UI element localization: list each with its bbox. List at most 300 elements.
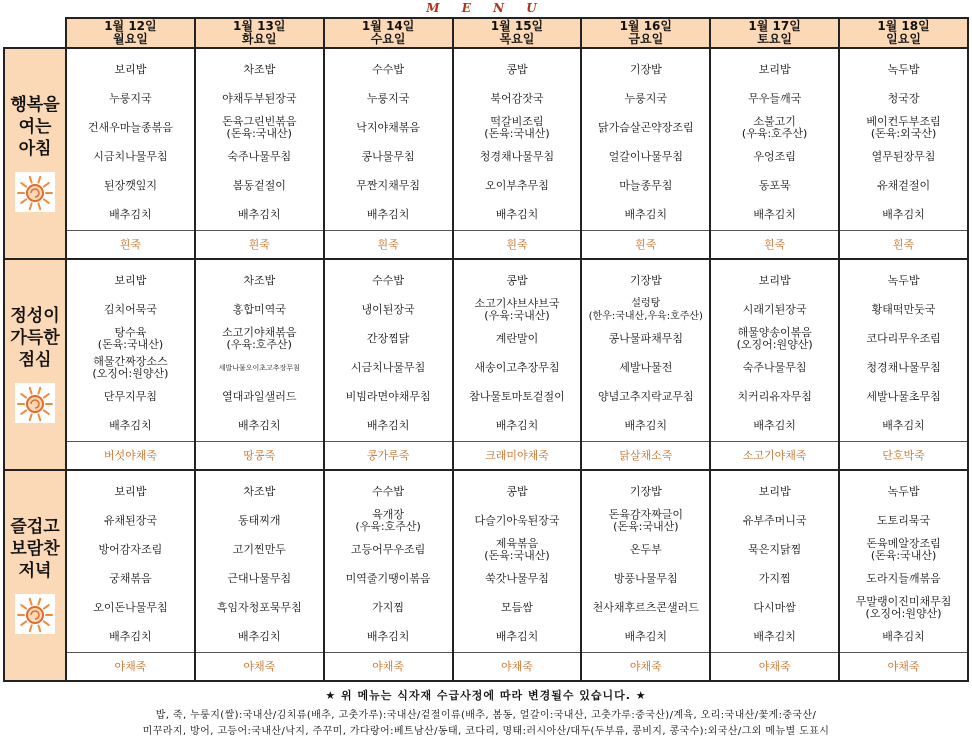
dish-name: 배추김치 — [366, 208, 410, 222]
dish-name: 세발나물오이초고추장무침 — [218, 363, 300, 372]
dish-cell — [195, 113, 324, 142]
dish-name: 무말랭이진미채무침 (오징어:원양산) — [855, 595, 952, 621]
dish-name: 세발나물초무침 — [866, 390, 941, 404]
dish-name: 열대과일샐러드 — [222, 390, 297, 404]
dish-name: 돈육감자짜글이 (돈육:국내산) — [608, 507, 683, 533]
dish-cell — [839, 535, 968, 564]
dish-name: 고등어무우조림 — [350, 542, 426, 556]
meal-label: 행복을 여는 아침 — [10, 95, 60, 160]
dish-name: 차조밥 — [243, 484, 276, 498]
porridge-cell: 흰죽 — [195, 230, 324, 259]
dish-cell — [66, 324, 195, 353]
dish-cell — [453, 201, 582, 231]
dish-name: 오이돈나물무침 — [93, 601, 168, 615]
dish-row — [4, 564, 968, 593]
dish-cell — [66, 48, 195, 84]
porridge-row — [4, 230, 968, 259]
dish-name: 방풍나물무침 — [613, 571, 678, 585]
dish-name: 녹두밥 — [887, 484, 920, 498]
dish-name: 차조밥 — [243, 62, 276, 76]
dish-cell — [324, 412, 453, 442]
dish-name: 녹두밥 — [887, 62, 920, 76]
porridge-cell: 야채죽 — [195, 652, 324, 681]
porridge-cell: 야채죽 — [581, 652, 710, 681]
dish-cell — [839, 354, 968, 383]
weekly-menu-table — [3, 17, 969, 682]
dish-cell — [710, 201, 839, 231]
dish-name: 시금치나물무침 — [93, 150, 168, 164]
dish-name: 보리밥 — [114, 273, 147, 287]
porridge-cell: 흰죽 — [453, 230, 582, 259]
dish-cell — [66, 143, 195, 172]
dish-cell — [453, 295, 582, 324]
dish-cell — [453, 259, 582, 295]
dish-cell — [195, 506, 324, 535]
dish-cell — [581, 535, 710, 564]
dish-name: 황태떡만둣국 — [871, 302, 936, 316]
dish-name: 배추김치 — [366, 419, 410, 433]
dish-cell — [839, 383, 968, 412]
day-header — [710, 18, 839, 48]
dish-name: 설렁탕 (한우:국내산,우육:호주산) — [588, 297, 703, 322]
dish-row — [4, 354, 968, 383]
dish-cell — [324, 594, 453, 623]
dish-cell — [324, 470, 453, 506]
dish-name: 시금치나물무침 — [350, 361, 426, 375]
dish-cell — [66, 623, 195, 653]
dish-cell — [453, 506, 582, 535]
dish-cell — [324, 201, 453, 231]
dish-cell — [581, 143, 710, 172]
porridge-cell: 버섯야채죽 — [66, 441, 195, 470]
dish-name: 김치어묵국 — [103, 302, 157, 316]
dish-cell — [710, 259, 839, 295]
meal-label: 정성이 가득한 점심 — [10, 306, 60, 371]
dish-name: 흑임자청포묵무침 — [216, 601, 302, 615]
dish-name: 무짠지채무침 — [356, 179, 420, 193]
sun-icon — [15, 383, 55, 423]
dish-cell — [453, 324, 582, 353]
dish-name: 콩밥 — [506, 62, 528, 76]
dish-cell — [324, 84, 453, 113]
dish-cell — [710, 594, 839, 623]
dish-name: 콩밥 — [506, 484, 528, 498]
menu-title: M E N U — [426, 1, 546, 15]
dish-name: 배추김치 — [109, 208, 152, 222]
dish-cell — [581, 594, 710, 623]
dish-name: 소고기샤브샤브국 (우육:국내산) — [474, 296, 560, 322]
dish-name: 보리밥 — [758, 62, 791, 76]
dish-name: 배추김치 — [882, 630, 925, 644]
dish-cell — [195, 201, 324, 231]
dish-name: 모듬쌈 — [501, 601, 533, 615]
day-header — [66, 18, 195, 48]
porridge-row — [4, 441, 968, 470]
dish-name: 유부주머니국 — [742, 513, 807, 527]
dish-cell — [839, 48, 968, 84]
dish-name: 기장밥 — [629, 62, 662, 76]
dish-cell — [581, 354, 710, 383]
dish-cell — [195, 172, 324, 201]
dish-cell — [195, 564, 324, 593]
dish-cell — [195, 259, 324, 295]
porridge-cell: 흰죽 — [839, 230, 968, 259]
dish-row — [4, 623, 968, 653]
dish-cell — [710, 143, 839, 172]
dish-name: 차조밥 — [243, 273, 276, 287]
dish-row — [4, 172, 968, 201]
dish-name: 다슬기아욱된장국 — [474, 513, 560, 527]
dish-name: 도토리묵국 — [876, 513, 931, 527]
porridge-cell: 소고기야채죽 — [710, 441, 839, 470]
dish-name: 우엉조림 — [753, 150, 796, 164]
dish-cell — [324, 623, 453, 653]
dish-cell — [453, 172, 582, 201]
dish-name: 근대나물무침 — [227, 571, 292, 585]
dish-name: 배추김치 — [624, 630, 668, 644]
dish-cell — [324, 295, 453, 324]
dish-cell — [839, 84, 968, 113]
dish-row — [4, 324, 968, 353]
dish-name: 떡갈비조림 (돈육:국내산) — [484, 115, 550, 141]
dish-cell — [710, 412, 839, 442]
dish-cell — [839, 564, 968, 593]
origin-line-1: 밥, 죽, 누룽지(쌀):국내산/김치류(배추, 고춧가루):국내산/겉절이류(배추, 봄동, 얼갈이:국내산, 고춧가루:중국산)/계육, 오리:국내산/꽃게:중국산/ — [155, 710, 817, 721]
dish-name: 배추김치 — [238, 630, 281, 644]
dish-name: 누룽지국 — [109, 91, 152, 105]
dish-cell — [66, 295, 195, 324]
porridge-cell: 야채죽 — [324, 652, 453, 681]
dish-name: 배추김치 — [753, 208, 796, 222]
dish-cell — [453, 535, 582, 564]
dish-cell — [581, 295, 710, 324]
dish-name: 묵은지닭찜 — [748, 542, 802, 556]
dish-cell — [710, 48, 839, 84]
dish-name: 배추김치 — [753, 630, 796, 644]
dish-name: 단무지무침 — [103, 390, 157, 404]
dish-cell — [324, 259, 453, 295]
dish-cell — [66, 172, 195, 201]
change-notice: ★ 위 메뉴는 식자재 수급사정에 따라 변경될수 있습니다. ★ — [325, 689, 647, 702]
dish-cell — [324, 143, 453, 172]
dish-name: 기장밥 — [629, 273, 662, 287]
dish-cell — [66, 259, 195, 295]
dish-row — [4, 113, 968, 142]
dish-cell — [453, 84, 582, 113]
dish-cell — [581, 470, 710, 506]
dish-cell — [581, 172, 710, 201]
dish-name: 건새우마늘종볶음 — [87, 121, 173, 135]
dish-name: 배추김치 — [238, 419, 281, 433]
dish-name: 봄동겉절이 — [232, 179, 286, 193]
dish-name: 보리밥 — [758, 273, 791, 287]
dish-cell — [710, 383, 839, 412]
dish-name: 비빔라면야채무침 — [345, 390, 431, 404]
dish-cell — [581, 623, 710, 653]
porridge-cell: 흰죽 — [66, 230, 195, 259]
dish-name: 숙주나물무침 — [742, 361, 807, 375]
corner-cell — [4, 18, 66, 48]
dish-cell — [839, 201, 968, 231]
dish-name: 열무된장무침 — [871, 150, 936, 164]
dish-cell — [453, 354, 582, 383]
day-header — [839, 18, 968, 48]
dish-cell — [839, 470, 968, 506]
dish-name: 배추김치 — [495, 208, 539, 222]
dish-name: 세발나물전 — [619, 361, 673, 375]
dish-name: 도라지들깨볶음 — [866, 571, 941, 585]
dish-name: 된장깻잎지 — [103, 179, 157, 193]
dish-name: 배추김치 — [753, 419, 796, 433]
dish-name: 배추김치 — [882, 419, 925, 433]
dish-name: 고기찐만두 — [232, 542, 286, 556]
dish-cell — [195, 324, 324, 353]
dish-name: 베이컨두부조림 (돈육:외국산) — [866, 115, 941, 141]
dish-cell — [453, 412, 582, 442]
day-header — [581, 18, 710, 48]
dish-name: 육개장 (우육:호주산) — [355, 507, 421, 533]
dish-cell — [839, 506, 968, 535]
dish-cell — [324, 48, 453, 84]
dish-cell — [710, 172, 839, 201]
day-weekday: 월요일 — [113, 32, 148, 46]
porridge-cell: 단호박죽 — [839, 441, 968, 470]
dish-cell — [839, 259, 968, 295]
dish-name: 소고기야채볶음 (우육:호주산) — [222, 325, 297, 351]
dish-cell — [453, 564, 582, 593]
dish-cell — [710, 324, 839, 353]
dish-name: 간장찜닭 — [366, 331, 410, 345]
porridge-cell: 흰죽 — [581, 230, 710, 259]
dish-name: 계란말이 — [495, 331, 539, 345]
dish-name: 얼갈이나물무침 — [608, 150, 683, 164]
dish-name: 배추김치 — [238, 208, 281, 222]
dish-name: 궁채볶음 — [109, 571, 152, 585]
dish-cell — [710, 113, 839, 142]
day-weekday: 수요일 — [370, 32, 406, 46]
dish-name: 돈육그린빈볶음 (돈육:국내산) — [222, 115, 297, 141]
meal-label-cell — [4, 259, 66, 470]
dish-cell — [66, 354, 195, 383]
dish-cell — [66, 412, 195, 442]
dish-cell — [839, 412, 968, 442]
dish-cell — [195, 594, 324, 623]
dish-name: 낙지야채볶음 — [356, 121, 420, 135]
day-date: 1월 12일 — [104, 19, 157, 33]
dish-name: 제육볶음 (돈육:국내산) — [484, 536, 550, 562]
dish-name: 치커리유자무침 — [737, 390, 812, 404]
dish-name: 배추김치 — [882, 208, 925, 222]
porridge-cell: 흰죽 — [324, 230, 453, 259]
dish-cell — [195, 412, 324, 442]
dish-name: 기장밥 — [629, 484, 662, 498]
day-date: 1월 16일 — [619, 19, 672, 33]
porridge-cell: 야채죽 — [839, 652, 968, 681]
dish-cell — [581, 412, 710, 442]
day-weekday: 금요일 — [628, 32, 664, 46]
dish-cell — [195, 84, 324, 113]
dish-name: 숙주나물무침 — [227, 150, 292, 164]
dish-cell — [453, 113, 582, 142]
porridge-cell: 닭살채소죽 — [581, 441, 710, 470]
dish-cell — [839, 113, 968, 142]
day-date: 1월 17일 — [748, 19, 801, 33]
dish-name: 해물간짜장소스 (오징어:원양산) — [92, 355, 169, 381]
dish-name: 방어감자조림 — [98, 542, 163, 556]
dish-cell — [66, 594, 195, 623]
dish-name: 배추김치 — [109, 630, 152, 644]
dish-cell — [581, 84, 710, 113]
dish-cell — [839, 172, 968, 201]
porridge-row — [4, 652, 968, 681]
dish-cell — [581, 383, 710, 412]
dish-name: 가지찜 — [758, 571, 791, 585]
dish-row — [4, 506, 968, 535]
dish-cell — [324, 535, 453, 564]
porridge-cell: 야채죽 — [710, 652, 839, 681]
dish-cell — [195, 295, 324, 324]
dish-cell — [195, 623, 324, 653]
dish-cell — [581, 113, 710, 142]
dish-name: 동태찌개 — [238, 513, 281, 527]
dish-name: 수수밥 — [372, 273, 405, 287]
day-header-row — [4, 18, 968, 48]
day-weekday: 화요일 — [241, 32, 277, 46]
dish-row — [4, 295, 968, 324]
dish-name: 청국장 — [887, 91, 920, 105]
sun-icon — [15, 172, 55, 212]
dish-cell — [710, 84, 839, 113]
dish-name: 누룽지국 — [366, 91, 410, 105]
origin-info — [0, 708, 972, 740]
dish-cell — [324, 506, 453, 535]
dish-row — [4, 535, 968, 564]
dish-cell — [66, 201, 195, 231]
dish-name: 배추김치 — [624, 208, 668, 222]
dish-cell — [710, 564, 839, 593]
dish-cell — [195, 354, 324, 383]
dish-row — [4, 412, 968, 442]
dish-cell — [453, 48, 582, 84]
dish-name: 동포묵 — [758, 179, 791, 193]
dish-name: 양념고추지락교무침 — [597, 390, 694, 404]
dish-name: 천사채후르츠콘샐러드 — [592, 601, 699, 615]
dish-cell — [710, 623, 839, 653]
dish-cell — [66, 383, 195, 412]
dish-name: 북어감잣국 — [490, 91, 544, 105]
dish-name: 보리밥 — [758, 484, 791, 498]
dish-name: 유채된장국 — [103, 513, 157, 527]
day-header — [324, 18, 453, 48]
dish-row — [4, 201, 968, 231]
porridge-cell: 야채죽 — [66, 652, 195, 681]
day-date: 1월 18일 — [877, 19, 930, 33]
meal-label: 즐겁고 보람찬 저녁 — [10, 517, 60, 582]
dish-cell — [195, 48, 324, 84]
dish-name: 냉이된장국 — [361, 302, 415, 316]
dish-name: 홍합미역국 — [232, 302, 286, 316]
dish-cell — [453, 594, 582, 623]
day-header — [195, 18, 324, 48]
dish-name: 코다리무우조림 — [866, 331, 941, 345]
dish-cell — [453, 623, 582, 653]
dish-cell — [710, 295, 839, 324]
dish-name: 새송이고추장무침 — [474, 361, 560, 375]
porridge-cell: 흰죽 — [710, 230, 839, 259]
dish-row — [4, 383, 968, 412]
porridge-cell: 야채죽 — [453, 652, 582, 681]
dish-name: 녹두밥 — [887, 273, 920, 287]
dish-cell — [581, 48, 710, 84]
dish-name: 참나물토마토겉절이 — [469, 390, 565, 404]
dish-name: 수수밥 — [372, 62, 405, 76]
dish-name: 탕수육 (돈육:국내산) — [97, 325, 164, 351]
dish-name: 해물양송이볶음 (오징어:원양산) — [736, 325, 813, 351]
day-weekday: 목요일 — [499, 32, 535, 46]
meal-label-cell — [4, 48, 66, 259]
dish-name: 가지찜 — [372, 601, 405, 615]
dish-name: 다시마쌈 — [753, 601, 796, 615]
dish-cell — [710, 506, 839, 535]
dish-cell — [66, 564, 195, 593]
dish-name: 미역줄기땡이볶음 — [345, 571, 431, 585]
dish-name: 청경채나물무침 — [866, 361, 941, 375]
dish-cell — [195, 383, 324, 412]
dish-row — [4, 594, 968, 623]
dish-row — [4, 470, 968, 506]
dish-cell — [710, 470, 839, 506]
dish-name: 배추김치 — [624, 419, 668, 433]
dish-cell — [66, 470, 195, 506]
sun-icon — [15, 594, 55, 634]
dish-row — [4, 84, 968, 113]
dish-name: 보리밥 — [114, 62, 147, 76]
dish-name: 닭가슴살곤약장조림 — [597, 121, 694, 135]
dish-cell — [581, 201, 710, 231]
day-date: 1월 14일 — [361, 19, 415, 33]
dish-name: 보리밥 — [114, 484, 147, 498]
dish-name: 야채두부된장국 — [222, 91, 297, 105]
day-weekday: 토요일 — [757, 32, 793, 46]
dish-row — [4, 259, 968, 295]
porridge-cell: 땅콩죽 — [195, 441, 324, 470]
dish-name: 수수밥 — [372, 484, 405, 498]
dish-name: 쑥갓나물무침 — [485, 571, 549, 585]
dish-name: 배추김치 — [366, 630, 410, 644]
dish-cell — [839, 143, 968, 172]
dish-row — [4, 143, 968, 172]
dish-cell — [581, 324, 710, 353]
dish-cell — [581, 259, 710, 295]
dish-name: 마늘종무침 — [619, 179, 673, 193]
dish-cell — [839, 623, 968, 653]
day-header — [453, 18, 582, 48]
dish-name: 청경채나물무침 — [479, 150, 555, 164]
dish-cell — [66, 113, 195, 142]
dish-cell — [195, 535, 324, 564]
dish-name: 콩나물파채무침 — [608, 331, 683, 345]
dish-cell — [581, 564, 710, 593]
dish-cell — [66, 84, 195, 113]
dish-cell — [453, 143, 582, 172]
dish-cell — [324, 113, 453, 142]
porridge-cell: 콩가루죽 — [324, 441, 453, 470]
meal-label-cell — [4, 470, 66, 681]
origin-line-2: 미꾸라지, 방어, 고등어:국내산/낙지, 주꾸미, 가다랑어:베트남산/동태, 코다리, 명태:러시아산/대두(두부류, 콩비지, 콩국수):외국산/그외 메뉴별 도표시 — [142, 726, 830, 737]
dish-cell — [839, 324, 968, 353]
dish-name: 배추김치 — [495, 419, 539, 433]
dish-name: 배추김치 — [495, 630, 539, 644]
